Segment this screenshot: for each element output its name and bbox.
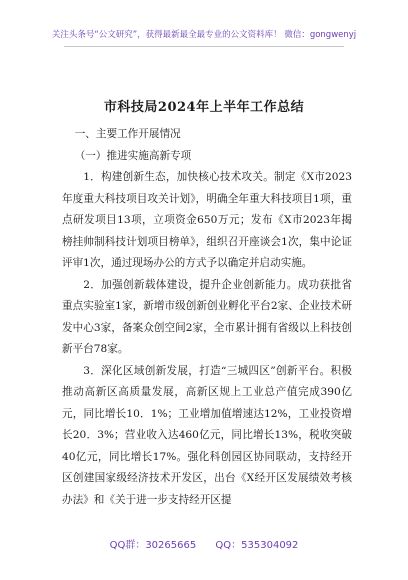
header-banner: 关注头条号“公文研究”，获得最新最全最专业的公文资料库！ 微信：gongwenyj bbox=[51, 30, 357, 40]
document-title: 市科技局2024年上半年工作总结 bbox=[103, 100, 305, 115]
paragraph-2: 2．加强创新载体建设，提升企业创新能力。成功获批省重点实验室1家，新增市级创新创业孵化平台2家、企业技术研发中心3家，备案众创空间2家，全市累计拥有省级以上科技创新平台78家。 bbox=[62, 278, 352, 355]
footer-qq-group: QQ群：30265665 bbox=[109, 540, 197, 551]
footer-contact bbox=[0, 536, 408, 551]
paragraph-1: 1．构建创新生态，加快核心技术攻关。制定《X市2023年度重大科技项目攻关计划》，明确全年重大科技项目1项，重点研发项目13项，立项资金650万元；发布《X市2023年揭榜挂帅制科技计划项目榜单》，组织召开座谈会1次，集中论证评审1次，通过现场办公的方式予以确定并启动实施。 bbox=[62, 171, 352, 269]
footer-qq: QQ：535304092 bbox=[215, 540, 299, 551]
document-body bbox=[62, 124, 352, 511]
paragraph-3: 3．深化区域创新发展，打造“三城四区”创新平台。积极推动高新区高质量发展，高新区规上工业总产值完成390亿元，同比增长10．1%；工业增加值增速达12%，工业投资增长20．3%；营业收入达460亿元，同比增长13%，税收突破40亿元，同比增长17%。强化科创园区协同联动，支持经开区创建国家级经济技术开发区，出台《X经开区发展绩效考核办法》和《关于进一步支持经开区提 bbox=[62, 364, 352, 506]
section-heading: 一、主要工作开展情况 bbox=[74, 128, 181, 140]
header-divider bbox=[64, 46, 344, 47]
subsection-heading: （一）推进实施高新专项 bbox=[74, 149, 192, 162]
